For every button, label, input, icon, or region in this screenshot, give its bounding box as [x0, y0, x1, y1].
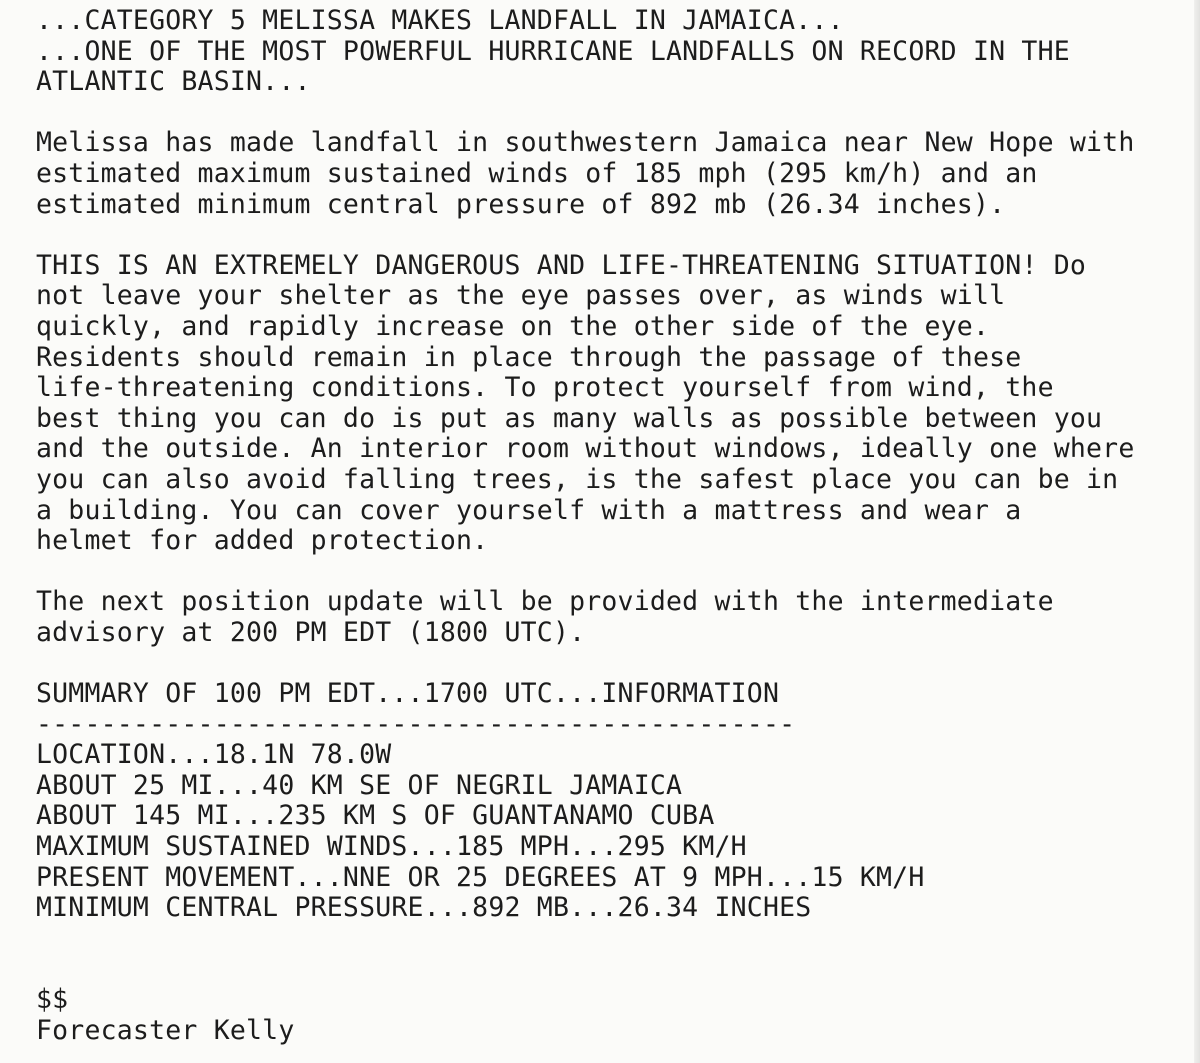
summary-rule: ----------------------------------------------- — [36, 708, 796, 740]
headline-line: ...ONE OF THE MOST POWERFUL HURRICANE LANDFALLS ON RECORD IN THE — [36, 35, 1070, 67]
warning-line: best thing you can do is put as many walls as possible between you — [36, 402, 1103, 434]
end-terminator: $$ — [36, 984, 69, 1015]
blank-line — [36, 954, 1186, 985]
summary-location: LOCATION...18.1N 78.0W — [36, 739, 392, 771]
headline-line: ATLANTIC BASIN... — [36, 66, 311, 98]
warning-line: a building. You can cover yourself with a mattress and wear a — [36, 494, 1022, 526]
next-update-line: The next position update will be provided with the intermediate — [36, 586, 1054, 618]
warning-line: and the outside. An interior room without windows, ideally one where — [36, 433, 1135, 465]
page-edge-shadow — [1194, 0, 1200, 1063]
warning-line: not leave your shelter as the eye passes over, as winds will — [36, 280, 1006, 312]
blank-line — [36, 648, 1186, 679]
summary-title: SUMMARY OF 100 PM EDT...1700 UTC...INFORMATION — [36, 678, 780, 710]
blank-line — [36, 220, 1186, 251]
warning-line: helmet for added protection. — [36, 525, 489, 557]
landfall-line: Melissa has made landfall in southwestern Jamaica near New Hope with — [36, 127, 1135, 159]
advisory-text — [36, 6, 1186, 1046]
landfall-line: estimated maximum sustained winds of 185 mph (295 km/h) and an — [36, 157, 1038, 189]
forecaster-signature: Forecaster Kelly — [36, 1014, 295, 1046]
summary-max-winds: MAXIMUM SUSTAINED WINDS...185 MPH...295 KM/H — [36, 831, 747, 863]
summary-distance-negril: ABOUT 25 MI...40 KM SE OF NEGRIL JAMAICA — [36, 769, 683, 801]
warning-line: quickly, and rapidly increase on the other side of the eye. — [36, 310, 990, 342]
warning-line: THIS IS AN EXTREMELY DANGEROUS AND LIFE-THREATENING SITUATION! Do — [36, 249, 1087, 281]
warning-line: Residents should remain in place through the passage of these — [36, 341, 1022, 373]
summary-pressure: MINIMUM CENTRAL PRESSURE...892 MB...26.34 INCHES — [36, 892, 812, 924]
warning-line: life-threatening conditions. To protect yourself from wind, the — [36, 372, 1054, 404]
landfall-line: estimated minimum central pressure of 892 mb (26.34 inches). — [36, 188, 1006, 220]
summary-movement: PRESENT MOVEMENT...NNE OR 25 DEGREES AT 9 MPH...15 KM/H — [36, 861, 925, 893]
warning-line: you can also avoid falling trees, is the safest place you can be in — [36, 463, 1119, 495]
blank-line — [36, 557, 1186, 588]
summary-distance-guantanamo: ABOUT 145 MI...235 KM S OF GUANTANAMO CUBA — [36, 800, 715, 832]
blank-line — [36, 98, 1186, 129]
blank-line — [36, 924, 1186, 955]
headline-line: ...CATEGORY 5 MELISSA MAKES LANDFALL IN JAMAICA... — [36, 5, 844, 36]
next-update-line: advisory at 200 PM EDT (1800 UTC). — [36, 616, 586, 648]
